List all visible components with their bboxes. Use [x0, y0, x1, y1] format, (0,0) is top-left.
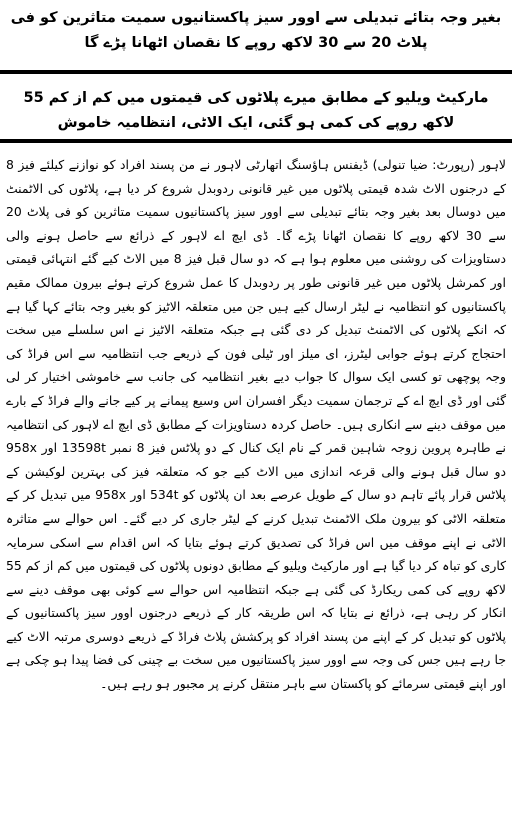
article-body: لاہور (رپورٹ: ضیا تنولی) ڈیفنس ہاؤسنگ اتھارٹی لاہور نے من پسند افراد کو نوازنے کیلئے فیز 8 کے درجنوں الاٹ شدہ قیمتی پلاٹوں میں غیر قانونی ردوبدل شروع کر دیا ہے، پلاٹوں کی الاٹمنٹ میں دوسال بعد بغیر وجہ بتائے تبدیلی سے اوور سیز پاکستانیوں سمیت متاثرین کو فی پلاٹ 20 سے 30 لاکھ روپے کا نقصان اٹھانا پڑے گا۔ ڈی ایچ اے لاہور کے ذرائع سے حاصل ہونے والی دستاویزات کی روشنی میں معلوم ہوا ہے کہ دو سال قبل فیز 8 میں الاٹ کیے گئے انتہائی قیمتی اور کمرشل پلاٹوں میں غیر قانونی طور پر ردوبدل کا عمل شروع کرتے ہوئے بیرون ممالک مقیم پاکستانیوں کو انتظامیہ نے لیٹر ارسال کیے ہیں جن میں متعلقہ الاٹیز کو بغیر وجہ بتائے کہا گیا ہے کہ انکے پلاٹوں کی الاٹمنٹ تبدیل کر دی گئی ہے جبکہ متعلقہ الاٹیز نے اس سلسلے میں سخت احتجاج کرتے ہوئے جوابی لیٹرز، ای میلز اور ٹیلی فون کے ذریعے جب انتظامیہ سے اس فراڈ کی وجہ پوچھی تو کسی ایک سوال کا جواب دیے بغیر انتظامیہ کی جانب سے خاموشی اختیار کر لی گئی اور ڈی ایچ اے کے ترجمان سمیت دیگر افسران اس وسیع پیمانے پر کیے جانے والے فراڈ کے بارے میں موقف دینے سے انکاری ہیں۔ حاصل کردہ دستاویزات کے مطابق ڈی ایچ اے لاہور کی انتظامیہ نے طاہرہ پروین زوجہ شاہین قمر کے نام ایک کنال کے دو پلاٹس فیز 8 نمبر 13598t اور 958x دو سال قبل ہونے والی قرعہ اندازی میں الاٹ کیے جو کہ متعلقہ فیز کی بہترین لوکیشن کے پلاٹس قرار پائے تاہم دو سال کے طویل عرصے بعد ان پلاٹوں کو 534t اور 958x میں تبدیل کر کے متعلقہ الاٹی کو بیرون ملک الاٹمنٹ تبدیل کرنے کے لیٹر جاری کر دیے گئے۔ اس حوالے سے متاثرہ الاٹی نے اپنے موقف میں اس فراڈ کی تصدیق کرتے ہوئے بتایا کہ اس اقدام سے اسکی سرمایہ کاری کو تباہ کر دیا گیا ہے اور مارکیٹ ویلیو کے مطابق دونوں پلاٹوں کی قیمتوں میں کم از کم 55 لاکھ روپے کی کمی ریکارڈ کی گئی ہے جبکہ انتظامیہ اس حوالے سے کوئی بھی موقف دینے سے انکار کر رہی ہے، ذرائع نے بتایا کہ اس طریقہ کار کے ذریعے درجنوں اوور سیز پاکستانیوں کے پلاٹوں کو تبدیل کر کے اپنے من پسند افراد کو پرکشش پلاٹ فراڈ کے ذریعے دوسری مرتبہ الاٹ کیے جا رہے ہیں جس کی وجہ سے اوور سیز پاکستانیوں میں سخت بے چینی کی فضا پیدا ہو چکی ہے اور اپنے قیمتی سرمائے کو پاکستان سے باہر منتقل کرنے پر مجبور ہو رہے ہیں۔ — [6, 157, 507, 692]
headline-secondary: مارکیٹ ویلیو کے مطابق میرے پلاٹوں کی قیمتوں میں کم از کم 55 لاکھ روپے کی کمی ہو گئی، ایک الاٹی، انتظامیہ خاموش — [23, 90, 489, 131]
divider-top — [0, 70, 512, 74]
divider-bottom — [0, 139, 512, 143]
headline-primary: بغیر وجہ بتائے تبدیلی سے اوور سیز پاکستانیوں سمیت متاثرین کو فی پلاٹ 20 سے 30 لاکھ روپے کا نقصان اٹھانا پڑے گا — [10, 10, 502, 51]
